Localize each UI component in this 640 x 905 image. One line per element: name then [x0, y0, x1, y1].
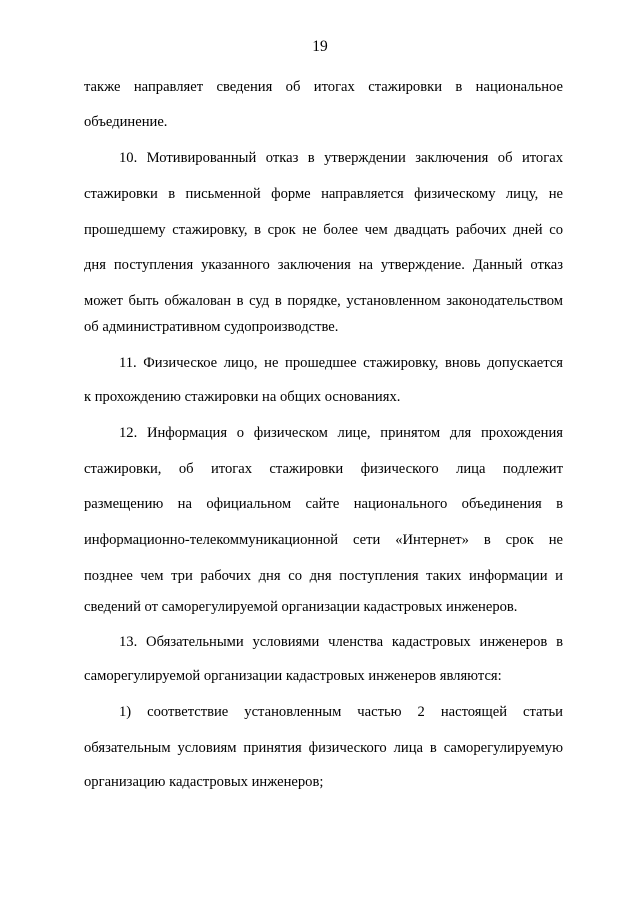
text-line: сведений от саморегулируемой организации кадастровых инженеров. — [84, 599, 518, 615]
paragraph-first-line: 1) соответствие установленным частью 2 настоящей статьи — [119, 704, 563, 720]
page-number: 19 — [312, 38, 328, 55]
text-line: саморегулируемой организации кадастровых инженеров являются: — [84, 668, 502, 684]
text-line: обязательным условиям принятия физического лица в саморегулируемую — [84, 740, 563, 756]
text-line: к прохождению стажировки на общих основаниях. — [84, 389, 401, 405]
text-line: прошедшему стажировку, в срок не более чем двадцать рабочих дней со — [84, 222, 563, 238]
text-line: дня поступления указанного заключения на утверждение. Данный отказ — [84, 257, 563, 273]
text-line: об административном судопроизводстве. — [84, 319, 339, 335]
paragraph-first-line: 11. Физическое лицо, не прошедшее стажировку, вновь допускается — [119, 355, 563, 371]
text-line: стажировки в письменной форме направляется физическому лицу, не — [84, 186, 563, 202]
text-line: размещению на официальном сайте национального объединения в — [84, 496, 563, 512]
paragraph-first-line: 13. Обязательными условиями членства кадастровых инженеров в — [119, 634, 563, 650]
text-line: информационно-телекоммуникационной сети «Интернет» в срок не — [84, 532, 563, 548]
text-line: также направляет сведения об итогах стажировки в национальное — [84, 79, 563, 95]
text-line: объединение. — [84, 114, 168, 130]
text-line: организацию кадастровых инженеров; — [84, 774, 324, 790]
text-line: стажировки, об итогах стажировки физического лица подлежит — [84, 461, 563, 477]
text-line: может быть обжалован в суд в порядке, установленном законодательством — [84, 293, 563, 309]
paragraph-first-line: 12. Информация о физическом лице, принятом для прохождения — [119, 425, 563, 441]
paragraph-first-line: 10. Мотивированный отказ в утверждении заключения об итогах — [119, 150, 563, 166]
text-line: позднее чем три рабочих дня со дня поступления таких информации и — [84, 568, 563, 584]
